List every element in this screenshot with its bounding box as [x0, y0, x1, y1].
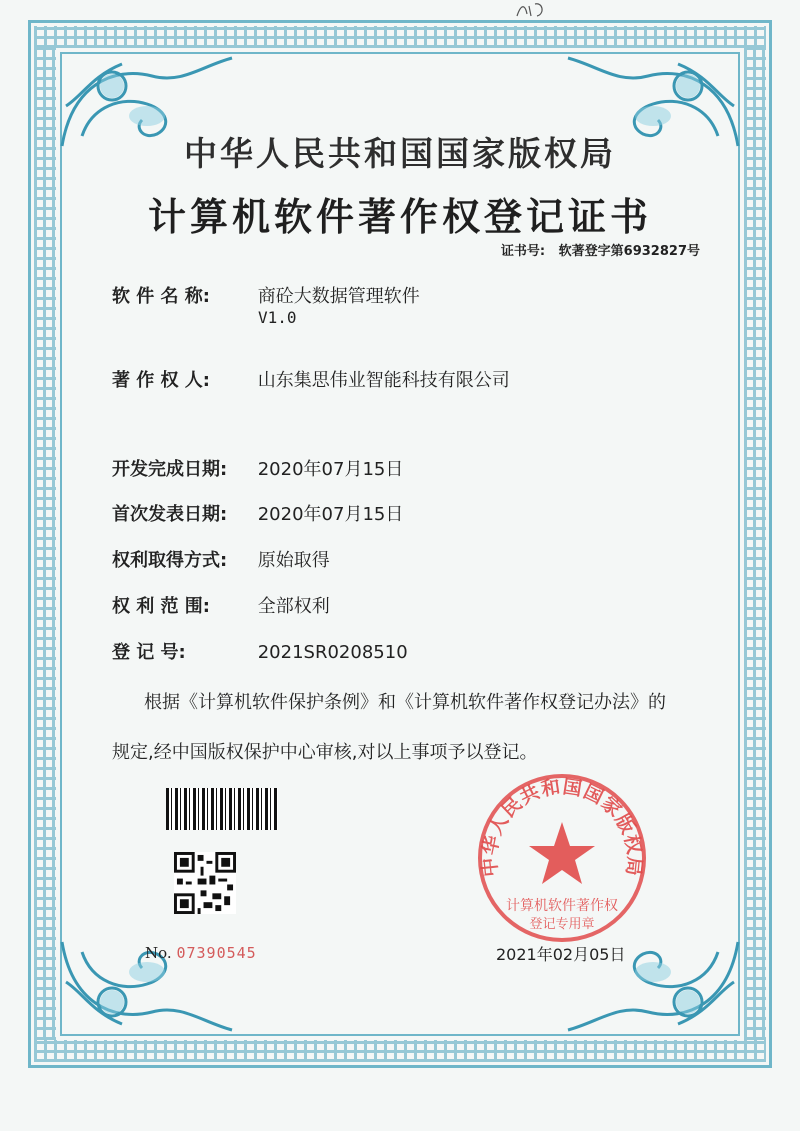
field-owner [112, 366, 510, 392]
serial-number [145, 944, 257, 962]
reg-no-value: 2021SR0208510 [257, 642, 408, 663]
ornament-bottom-left [52, 922, 242, 1042]
statement-line-2: 规定,经中国版权保护中心审核,对以上事项予以登记。 [112, 742, 538, 763]
agency-title: 中华人民共和国国家版权局 [184, 134, 616, 173]
software-name-value: 商砼大数据管理软件 [257, 286, 420, 307]
scope-label: 权 利 范 围: [112, 596, 210, 617]
dev-date-label: 开发完成日期: [112, 459, 228, 480]
serial-value: 07390545 [176, 944, 257, 962]
meander-border-bottom [34, 1040, 766, 1062]
seal-outer-text: 中华人民共和国国家版权局 [478, 775, 646, 878]
field-dev-date [112, 455, 403, 481]
barcode [166, 788, 278, 830]
certificate-number-label: 证书号: [500, 244, 546, 259]
qr-code [174, 852, 236, 914]
dev-date-value: 2020年07月15日 [257, 459, 404, 480]
field-scope [112, 592, 330, 618]
serial-prefix: No. [145, 944, 172, 962]
seal-inner-line-1: 计算机软件著作权 [506, 898, 618, 914]
issue-date: 2021年02月05日 [496, 945, 626, 964]
acquire-value: 原始取得 [257, 550, 330, 571]
certificate-number-value: 软著登字第6932827号 [558, 244, 700, 259]
certificate-number [501, 240, 700, 259]
meander-border-top [34, 26, 766, 48]
software-version-value: V1.0 [258, 308, 297, 327]
pub-date-label: 首次发表日期: [112, 504, 228, 525]
field-acquire [112, 546, 330, 572]
field-software-name [112, 282, 420, 327]
field-reg-no [112, 638, 408, 664]
seal-star [529, 822, 595, 884]
software-name-label: 软 件 名 称: [112, 286, 210, 307]
owner-value: 山东集思伟业智能科技有限公司 [257, 370, 510, 391]
statement [112, 678, 722, 778]
scope-value: 全部权利 [257, 596, 330, 617]
reg-no-label: 登 记 号: [112, 642, 186, 663]
acquire-label: 权利取得方式: [112, 550, 228, 571]
owner-label: 著 作 权 人: [112, 370, 210, 391]
certificate-title: 计算机软件著作权登记证书 [147, 194, 652, 239]
field-pub-date [112, 500, 403, 526]
statement-line-1: 根据《计算机软件保护条例》和《计算机软件著作权登记办法》的 [144, 692, 666, 713]
pub-date-value: 2020年07月15日 [257, 504, 404, 525]
seal-inner-line-2: 登记专用章 [529, 917, 595, 932]
official-seal [474, 770, 650, 946]
handwritten-mark [513, 0, 553, 20]
